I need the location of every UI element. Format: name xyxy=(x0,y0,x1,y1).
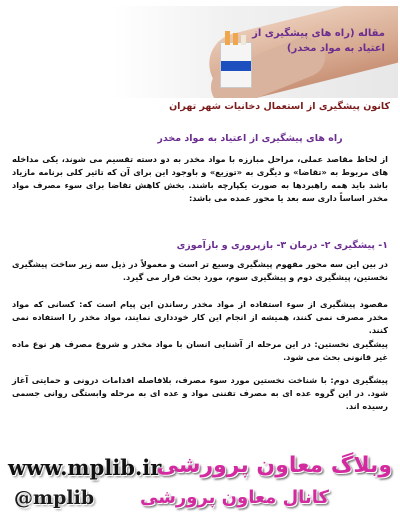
paragraph-prevention: در بین این سه محور مفهوم پیشگیری وسیع تر است و معمولاً در ذیل سه زیر ساخت پیشگیری نخستین، پیشگیری دوم و پیشگیری سوم، مورد بحث قرار می گیرد. xyxy=(12,259,388,282)
article-title xyxy=(145,26,385,56)
article-title-line-1: مقاله (راه های پیشگیری از xyxy=(252,28,385,39)
channel-handle-link[interactable]: @mplib xyxy=(14,487,95,509)
organization-name: کانون پیشگیری از استعمال دخانیات شهر تهران xyxy=(169,101,390,112)
stages-list: ۱- پیشگیری ۲- درمان ۳- بازپروری و بازآموزی xyxy=(176,240,388,251)
article-title-line-2: اعتیاد به مواد مخدر) xyxy=(286,43,385,54)
footer-branding xyxy=(0,445,400,517)
paragraph-second-prevention: پیشگیری دوم: با شناخت نخستین مورد سوء مصرف، بلافاصله اقدامات درونی و حمایتی آغاز شود. در این گروه عده ای به مصرف تفننی مواد و عده ای به مرحله وابستگی روانی جسمی رسیده اند. xyxy=(12,375,388,411)
paragraph-first-prevention: پیشگیری نخستین: در این مرحله از آشنایی انسان با مواد مخدر و شروع مصرف هر نوع ماده غیر قانونی بحث می شود. xyxy=(12,339,388,362)
paragraph-purpose: مقصود پیشگیری از سوء استفاده از مواد مخدر رساندن این پیام است که: کسانی که مواد مخدر مصرف نمی کنند، همیشه از انجام این کار خودداری نمایند، مواد مخدر را استفاده نمی کنند. xyxy=(12,299,388,335)
paragraph-intro: از لحاظ مقاصد عملی، مراحل مبارزه با مواد مخدر به دو دسته تقسیم می شوند، یکی مداخله های مربوط به «تقاضا» و دیگری به «توزیع» و باوجود این برای آن که تاثیر کلی برنامه مازیاد باشد باید همه راهبردها به صورت یکپارچه باشند. بخش کاهش تقاضا برای سوء مصرف مواد مخدر اساساً داری سه بعد یا محور عمده می باشد: xyxy=(12,154,388,203)
site-url-link[interactable]: www.mplib.ir xyxy=(8,455,162,480)
section-heading: راه های پیشگیری از اعتیاد به مواد مخدر xyxy=(157,133,343,144)
channel-name: کانال معاون پرورشی xyxy=(140,487,329,508)
blog-name: وبلاگ معاون پرورشی xyxy=(156,453,392,478)
